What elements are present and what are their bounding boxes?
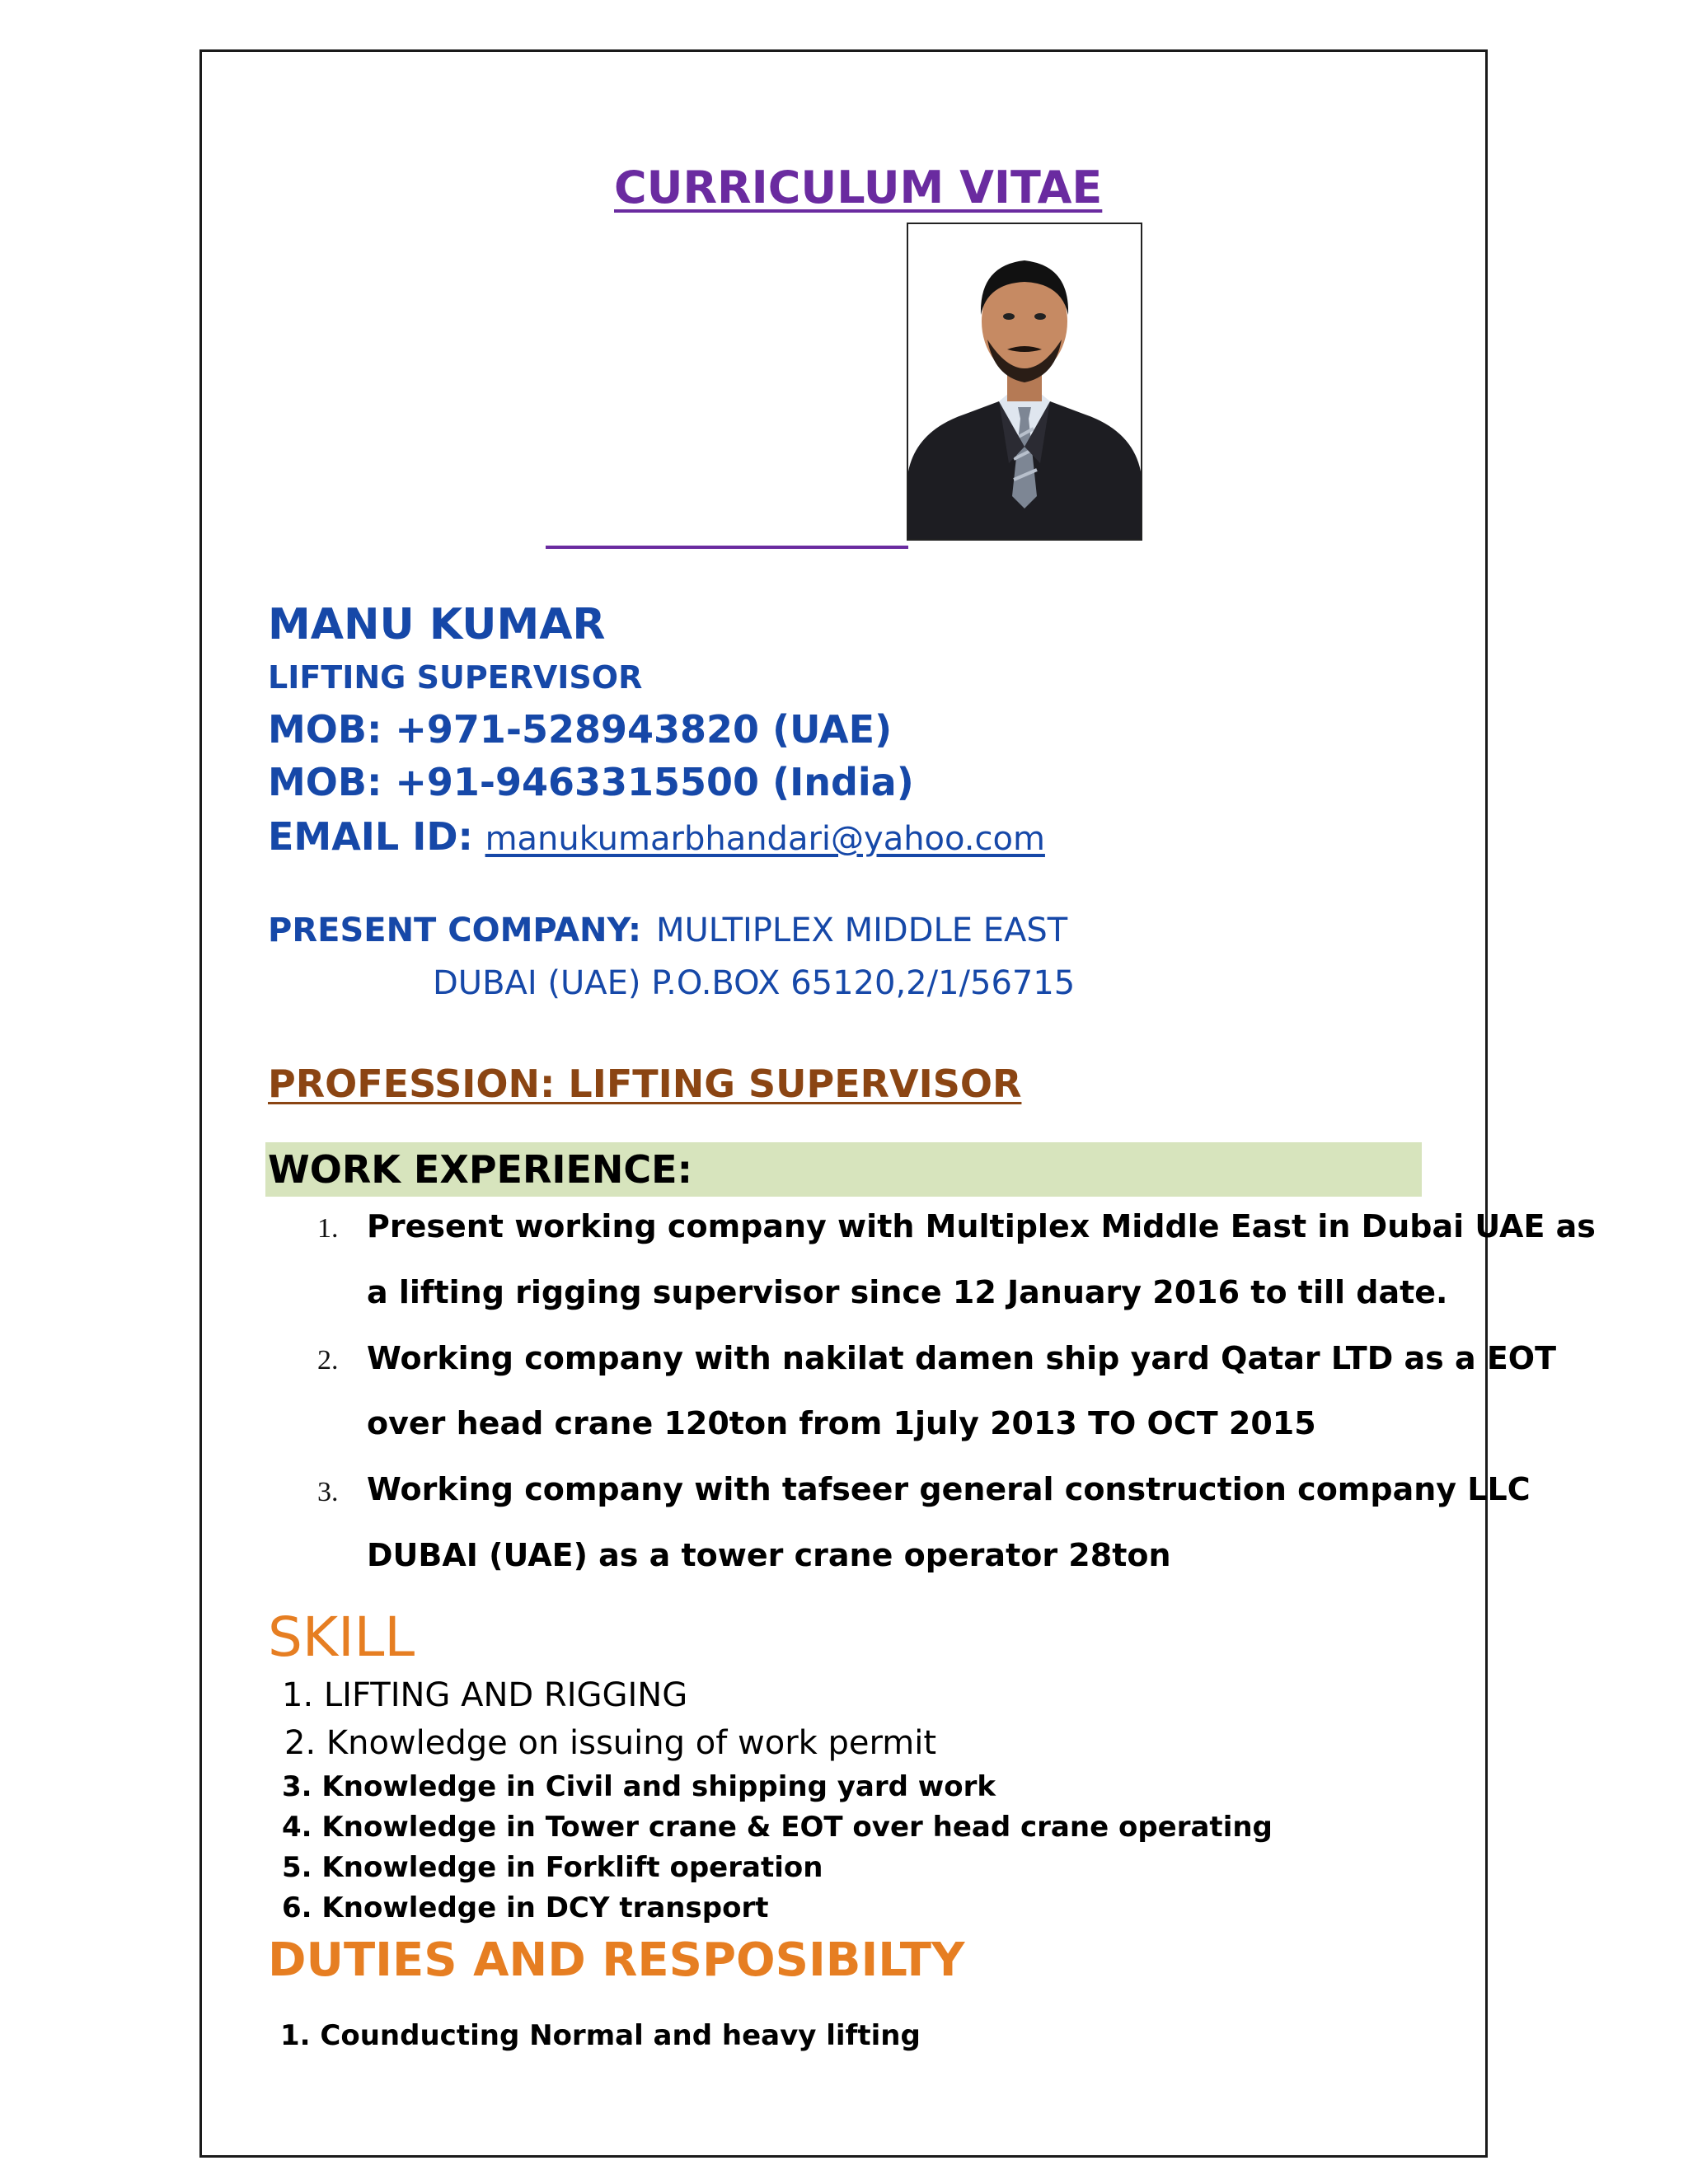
work-experience-heading: WORK EXPERIENCE:: [268, 1147, 692, 1192]
skill-item: 5. Knowledge in Forklift operation: [282, 1851, 823, 1884]
title-underline-rule: [546, 546, 908, 549]
job-title: LIFTING SUPERVISOR: [268, 659, 643, 696]
experience-line: Present working company with Multiplex Middle East in Dubai UAE as: [367, 1208, 1596, 1244]
experience-number: 2.: [317, 1345, 339, 1376]
skill-item: 3. Knowledge in Civil and shipping yard work: [282, 1770, 996, 1803]
email-row: [268, 814, 1045, 859]
skill-item: 2. Knowledge on issuing of work permit: [284, 1724, 937, 1762]
company-label: PRESENT COMPANY:: [268, 912, 641, 949]
candidate-name: MANU KUMAR: [268, 600, 606, 649]
duty-item: 1. Counducting Normal and heavy lifting: [280, 2019, 921, 2052]
mobile-india: MOB: +91-9463315500 (India): [268, 760, 914, 804]
company-address: DUBAI (UAE) P.O.BOX 65120,2/1/56715: [433, 964, 1076, 1002]
profession-heading: PROFESSION: LIFTING SUPERVISOR: [268, 1062, 1022, 1106]
skill-item: 4. Knowledge in Tower crane & EOT over head crane operating: [282, 1811, 1273, 1844]
experience-line: over head crane 120ton from 1july 2013 TO OCT 2015: [367, 1405, 1316, 1441]
experience-line: DUBAI (UAE) as a tower crane operator 28ton: [367, 1537, 1171, 1573]
experience-number: 1.: [317, 1213, 339, 1244]
email-link[interactable]: manukumarbhandari@yahoo.com: [485, 820, 1045, 858]
present-company: [268, 912, 1067, 949]
page-title: CURRICULUM VITAE: [614, 162, 1103, 213]
skill-item: 6. Knowledge in DCY transport: [282, 1891, 769, 1924]
person-portrait-icon: [908, 224, 1141, 539]
skill-item: 1. LIFTING AND RIGGING: [282, 1676, 688, 1714]
duties-heading: DUTIES AND RESPOSIBILTY: [268, 1933, 965, 1987]
experience-line: a lifting rigging supervisor since 12 January 2016 to till date.: [367, 1274, 1448, 1310]
experience-number: 3.: [317, 1477, 339, 1507]
profile-photo: [907, 223, 1142, 541]
email-label: EMAIL ID:: [268, 814, 473, 859]
experience-line: Working company with tafseer general construction company LLC: [367, 1471, 1531, 1507]
company-name: MULTIPLEX MIDDLE EAST: [656, 912, 1068, 949]
skill-heading: SKILL: [268, 1605, 415, 1669]
experience-line: Working company with nakilat damen ship yard Qatar LTD as a EOT: [367, 1340, 1557, 1376]
mobile-uae: MOB: +971-528943820 (UAE): [268, 707, 893, 752]
